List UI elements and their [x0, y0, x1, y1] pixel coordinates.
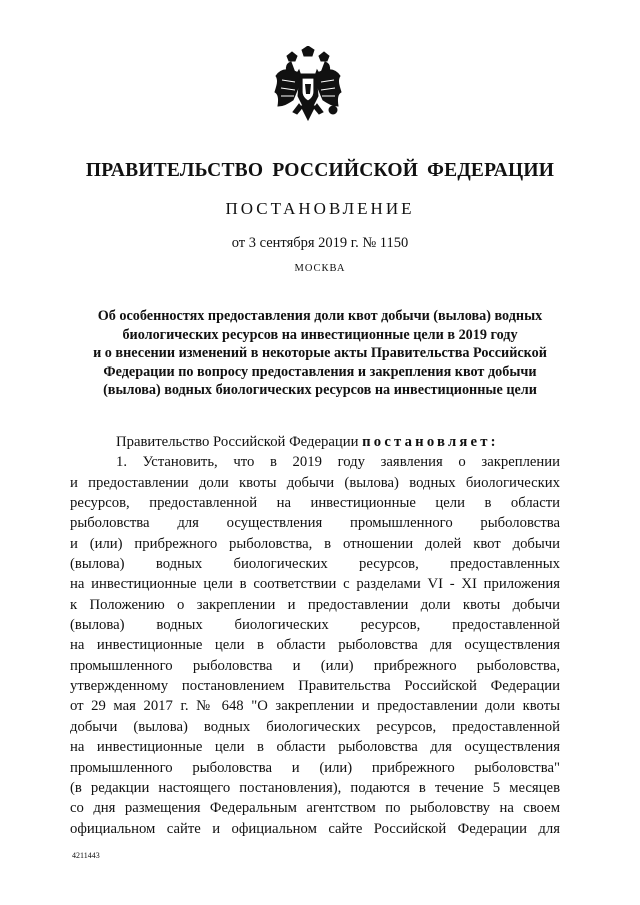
body-line: на инвестиционные цели в области рыболовства для осуществления: [70, 637, 560, 654]
document-city: МОСКВА: [294, 263, 346, 274]
body-line: промышленного рыболовства и (или) прибрежного рыболовства,: [70, 657, 560, 674]
body-line: утвержденному постановлением Правительства Российской Федерации: [70, 678, 560, 695]
intro-line: [70, 432, 560, 452]
government-title: ПРАВИТЕЛЬСТВО РОССИЙСКОЙ ФЕДЕРАЦИИ: [85, 160, 555, 181]
body-line: к Положению о закреплении и предоставлении доли квоты добычи: [70, 596, 560, 613]
title-line: (вылова) водных биологических ресурсов на инвестиционные цели: [103, 382, 537, 398]
body-line: со дня размещения Федеральным агентством по рыболовству на своем: [70, 800, 560, 817]
intro-verb: постановляет:: [362, 434, 499, 450]
russian-coat-of-arms-emblem: [273, 46, 343, 132]
body-line: (вылова) водных биологических ресурсов, предоставленных: [70, 556, 560, 573]
body-line: рыболовства для осуществления промышленного рыболовства: [70, 515, 560, 532]
document-body: [70, 432, 560, 839]
document-date-number: от 3 сентября 2019 г. № 1150: [231, 235, 409, 251]
document-type: ПОСТАНОВЛЕНИЕ: [225, 199, 415, 218]
body-line: и (или) прибрежного рыболовства, в отношении долей квот добычи: [70, 535, 560, 552]
intro-prefix: Правительство Российской Федерации: [116, 434, 359, 450]
body-line: от 29 мая 2017 г. № 648 "О закреплении и предоставлении доли квоты: [70, 698, 560, 715]
body-line: 1. Установить, что в 2019 году заявления о закреплении: [116, 454, 560, 471]
body-line: (в редакции настоящего постановления), подаются в течение 5 месяцев: [70, 779, 560, 796]
document-code: 4211443: [72, 851, 100, 860]
title-line: и о внесении изменений в некоторые акты Правительства Российской: [93, 345, 547, 361]
body-line: (вылова) водных биологических ресурсов, предоставленной: [70, 617, 560, 634]
body-line: добычи (вылова) водных биологических ресурсов, предоставленной: [70, 718, 560, 735]
title-line: биологических ресурсов на инвестиционные цели в 2019 году: [122, 326, 518, 343]
body-line: на инвестиционные цели в соответствии с разделами VI - XI приложения: [70, 576, 560, 593]
body-line: ресурсов, предоставленной на инвестиционные цели в области: [70, 495, 560, 512]
body-line: промышленного рыболовства и (или) прибрежного рыболовства": [70, 759, 560, 776]
title-line: Федерации по вопросу предоставления и закрепления квот добычи: [103, 363, 537, 380]
resolution-title: [60, 307, 580, 400]
title-line: Об особенностях предоставления доли квот добычи (вылова) водных: [97, 308, 543, 324]
body-line: официальном сайте и официальном сайте Российской Федерации для: [70, 820, 560, 837]
body-line: на инвестиционные цели в области рыболовства для осуществления: [70, 739, 560, 756]
body-line: и предоставлении доли квоты добычи (вылова) водных биологических: [70, 474, 560, 491]
